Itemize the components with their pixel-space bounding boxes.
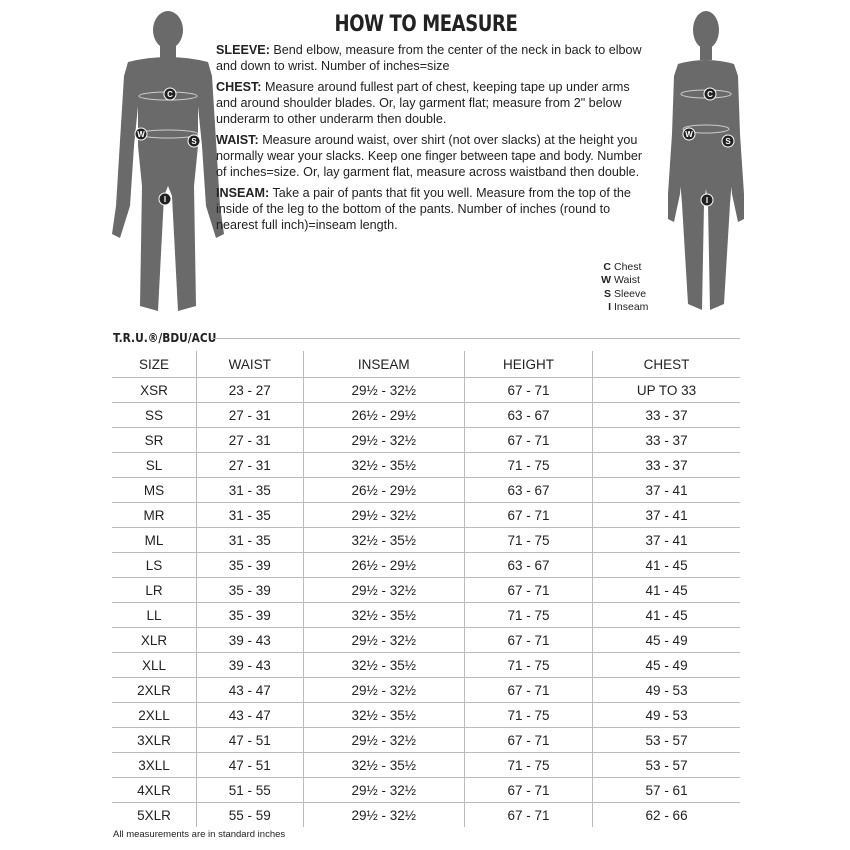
instruction-label: INSEAM: (216, 186, 270, 200)
table-cell: 23 - 27 (196, 378, 303, 403)
table-cell: SR (112, 428, 196, 453)
table-cell: 67 - 71 (464, 578, 592, 603)
table-cell: 2XLR (112, 678, 196, 703)
table-row (112, 578, 740, 603)
column-header: HEIGHT (464, 351, 592, 378)
sleeve-instruction (216, 42, 646, 74)
instruction-text: Measure around waist, over shirt (not over slacks) at the height you normally wear your slacks. Keep one finger between tape and body. Number of inches=size. Or, lay garment flat, measure across waistband then double. (216, 133, 643, 179)
table-cell: 67 - 71 (464, 728, 592, 753)
chest-marker (164, 88, 176, 100)
table-row (112, 628, 740, 653)
instruction-text: Measure around fullest part of chest, keeping tape up under arms and around shoulder blades. Or, lay garment flat; measure from 2" below underarm to other underarm then double. (216, 80, 630, 126)
table-cell: 29½ - 32½ (303, 378, 464, 403)
page-title: HOW TO MEASURE (334, 12, 518, 37)
table-cell: 29½ - 32½ (303, 803, 464, 828)
table-cell: 47 - 51 (196, 753, 303, 778)
instruction-label: CHEST: (216, 80, 262, 94)
table-cell: 67 - 71 (464, 428, 592, 453)
table-cell: 27 - 31 (196, 403, 303, 428)
sleeve-marker (188, 135, 200, 147)
svg-text:C: C (707, 90, 713, 99)
table-cell: 47 - 51 (196, 728, 303, 753)
table-row (112, 453, 740, 478)
table-row (112, 728, 740, 753)
table-cell: 35 - 39 (196, 578, 303, 603)
table-cell: 32½ - 35½ (303, 653, 464, 678)
table-cell: 53 - 57 (593, 728, 740, 753)
table-row (112, 753, 740, 778)
table-cell: 33 - 37 (593, 428, 740, 453)
section-label: T.R.U.®/BDU/ACU (113, 330, 217, 345)
table-cell: ML (112, 528, 196, 553)
table-cell: 51 - 55 (196, 778, 303, 803)
table-cell: 39 - 43 (196, 653, 303, 678)
table-row (112, 428, 740, 453)
table-cell: 45 - 49 (593, 653, 740, 678)
table-cell: 71 - 75 (464, 528, 592, 553)
table-cell: 41 - 45 (593, 578, 740, 603)
table-cell: 29½ - 32½ (303, 678, 464, 703)
table-cell: SS (112, 403, 196, 428)
table-cell: 29½ - 32½ (303, 778, 464, 803)
table-cell: 33 - 37 (593, 403, 740, 428)
svg-text:I: I (163, 195, 167, 204)
section-divider (212, 338, 740, 339)
table-cell: 32½ - 35½ (303, 528, 464, 553)
table-cell: 31 - 35 (196, 528, 303, 553)
table-cell: LL (112, 603, 196, 628)
chest-instruction (216, 79, 646, 127)
table-cell: 43 - 47 (196, 703, 303, 728)
table-cell: 63 - 67 (464, 553, 592, 578)
inseam-instruction (216, 185, 646, 233)
table-cell: 29½ - 32½ (303, 728, 464, 753)
table-cell: 67 - 71 (464, 778, 592, 803)
table-cell: MR (112, 503, 196, 528)
table-cell: XSR (112, 378, 196, 403)
table-cell: 71 - 75 (464, 603, 592, 628)
table-cell: 71 - 75 (464, 653, 592, 678)
table-cell: 43 - 47 (196, 678, 303, 703)
female-figure-illustration (648, 4, 763, 314)
table-cell: XLR (112, 628, 196, 653)
svg-text:S: S (725, 137, 731, 146)
column-header: CHEST (593, 351, 740, 378)
table-cell: 57 - 61 (593, 778, 740, 803)
table-cell: 27 - 31 (196, 453, 303, 478)
table-cell: XLL (112, 653, 196, 678)
table-row (112, 528, 740, 553)
instruction-text: Bend elbow, measure from the center of the neck in back to elbow and down to wrist. Number of inches=size (216, 43, 642, 73)
table-cell: 26½ - 29½ (303, 553, 464, 578)
table-cell: 27 - 31 (196, 428, 303, 453)
size-chart-table (112, 351, 740, 827)
legend-item: W Waist (601, 274, 640, 287)
svg-text:W: W (685, 130, 693, 139)
table-cell: 71 - 75 (464, 703, 592, 728)
column-header: WAIST (196, 351, 303, 378)
table-cell: 67 - 71 (464, 678, 592, 703)
footnote: All measurements are in standard inches (113, 829, 286, 840)
table-cell: 3XLL (112, 753, 196, 778)
table-cell: 29½ - 32½ (303, 428, 464, 453)
table-cell: 31 - 35 (196, 503, 303, 528)
waist-instruction (216, 132, 646, 180)
svg-text:W: W (137, 130, 145, 139)
table-cell: 32½ - 35½ (303, 753, 464, 778)
table-row (112, 378, 740, 403)
table-cell: 2XLL (112, 703, 196, 728)
table-cell: 67 - 71 (464, 503, 592, 528)
table-cell: 62 - 66 (645, 807, 688, 823)
table-cell: 71 - 75 (464, 453, 592, 478)
table-cell: 29½ - 32½ (303, 503, 464, 528)
table-cell: 26½ - 29½ (303, 403, 464, 428)
svg-text:S: S (191, 137, 197, 146)
table-cell: 29½ - 32½ (303, 628, 464, 653)
table-cell: 37 - 41 (593, 503, 740, 528)
table-row (112, 553, 740, 578)
table-cell: 63 - 67 (464, 478, 592, 503)
legend-item: S Sleeve (603, 287, 647, 300)
table-cell: MS (112, 478, 196, 503)
table-cell: 41 - 45 (593, 603, 740, 628)
table-row (112, 653, 740, 678)
table-cell: SL (112, 453, 196, 478)
legend-item: C Chest (603, 261, 642, 273)
table-row (112, 603, 740, 628)
table-cell: 49 - 53 (593, 703, 740, 728)
column-header: SIZE (112, 351, 196, 378)
svg-text:I: I (705, 196, 709, 205)
table-row (112, 503, 740, 528)
table-cell: 3XLR (112, 728, 196, 753)
table-row (112, 478, 740, 503)
inseam-marker (159, 193, 171, 205)
table-cell: 32½ - 35½ (303, 603, 464, 628)
table-cell: 35 - 39 (196, 603, 303, 628)
table-header-row (112, 351, 740, 378)
table-cell: 49 - 53 (593, 678, 740, 703)
table-cell: LS (112, 553, 196, 578)
sleeve-marker (722, 135, 734, 147)
table-cell: 29½ - 32½ (303, 578, 464, 603)
waist-marker (683, 128, 695, 140)
measurement-instructions (216, 42, 646, 238)
table-cell: 35 - 39 (196, 553, 303, 578)
instruction-label: WAIST: (216, 133, 259, 147)
marker-legend (598, 261, 648, 314)
table-cell: 39 - 43 (196, 628, 303, 653)
instruction-text: Take a pair of pants that fit you well. Measure from the top of the inside of the leg to the bottom of the pants. Number of inches (round to nearest full inch)=inseam length. (216, 186, 631, 232)
table-cell: 4XLR (112, 778, 196, 803)
table-cell: 32½ - 35½ (303, 703, 464, 728)
table-cell: 26½ - 29½ (303, 478, 464, 503)
table-cell: 63 - 67 (464, 403, 592, 428)
svg-text:C: C (167, 90, 173, 99)
table-cell: 67 - 71 (464, 628, 592, 653)
column-header: INSEAM (303, 351, 464, 378)
table-cell: 37 - 41 (593, 478, 740, 503)
table-cell: 37 - 41 (593, 528, 740, 553)
table-cell: 32½ - 35½ (303, 453, 464, 478)
instruction-label: SLEEVE: (216, 43, 270, 57)
table-cell: 67 - 71 (464, 803, 592, 828)
inseam-marker (701, 194, 713, 206)
table-cell: 5XLR (112, 803, 196, 828)
table-row (112, 778, 740, 803)
table-cell: 67 - 71 (464, 378, 592, 403)
chest-marker (704, 88, 716, 100)
table-cell: 31 - 35 (196, 478, 303, 503)
legend-item: I Inseam (608, 300, 649, 313)
waist-marker (135, 128, 147, 140)
table-cell: 41 - 45 (593, 553, 740, 578)
table-cell: UP TO 33 (593, 378, 740, 403)
table-cell: 33 - 37 (593, 453, 740, 478)
table-row (112, 803, 740, 828)
table-row (112, 403, 740, 428)
table-cell: 45 - 49 (593, 628, 740, 653)
table-cell: 55 - 59 (196, 803, 303, 828)
table-cell: 71 - 75 (464, 753, 592, 778)
table-row (112, 703, 740, 728)
table-row (112, 678, 740, 703)
table-cell: 53 - 57 (593, 753, 740, 778)
table-cell: LR (112, 578, 196, 603)
table-body (112, 378, 740, 828)
